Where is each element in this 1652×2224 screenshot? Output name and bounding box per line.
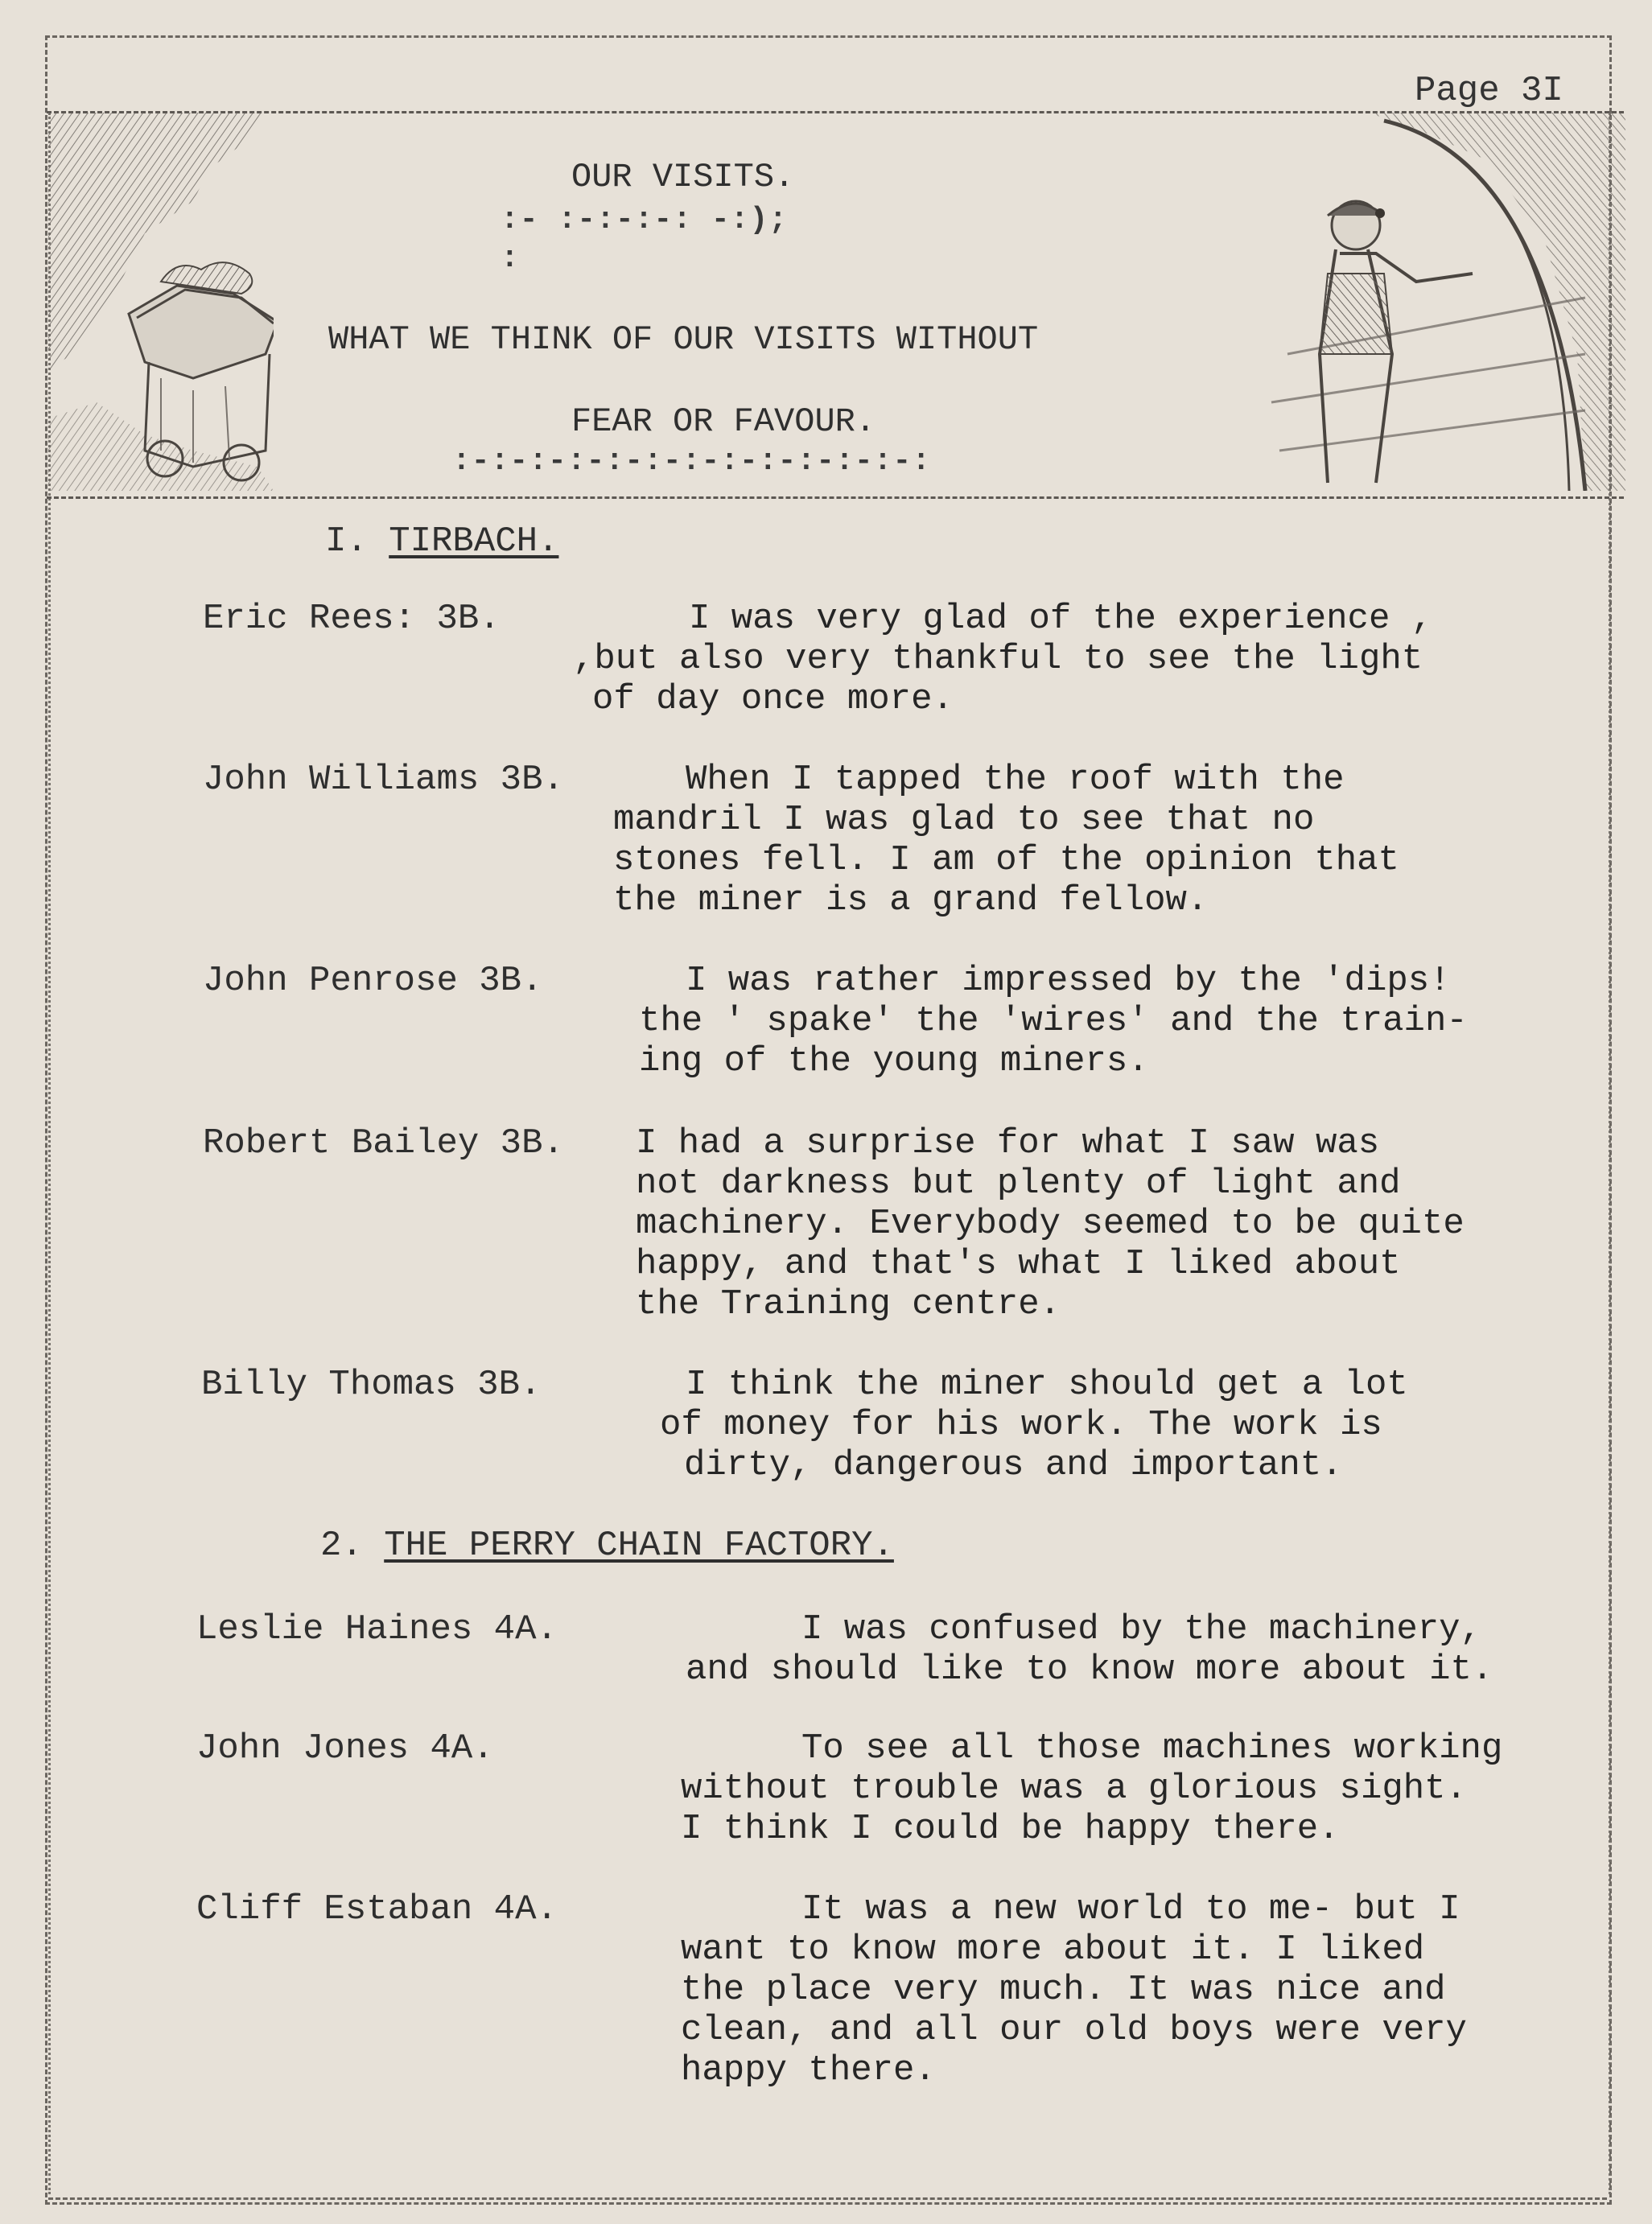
section-number: 2. xyxy=(320,1526,363,1566)
comment-line: I think the miner should get a lot xyxy=(686,1365,1408,1405)
morse-decoration-dot: : xyxy=(501,241,520,276)
comment-line: ,but also very thankful to see the light xyxy=(573,639,1423,679)
comment-line: I was very glad of the experience , xyxy=(689,599,1433,639)
comment-line: of money for his work. The work is xyxy=(660,1405,1382,1445)
comment-line: I think I could be happy there. xyxy=(681,1809,1340,1849)
comment-line: ing of the young miners. xyxy=(639,1041,1149,1081)
student-name: John Williams 3B. xyxy=(203,760,564,800)
comment-line: happy there. xyxy=(681,2050,936,2090)
comment-line: It was a new world to me- but I xyxy=(801,1889,1460,1930)
comment-line: the ' spake' the 'wires' and the train- xyxy=(639,1001,1468,1041)
comment-line: the Training centre. xyxy=(636,1284,1061,1324)
coal-tub-illustration xyxy=(48,113,274,491)
section-title: THE PERRY CHAIN FACTORY. xyxy=(384,1526,894,1566)
comment-line: When I tapped the roof with the xyxy=(686,760,1345,800)
morse-decoration-2: :-:-:-:-:-:-:-:-:-:-:-:-: xyxy=(452,444,932,479)
section-heading xyxy=(325,521,558,562)
comment-line: To see all those machines working xyxy=(801,1728,1503,1769)
section-heading xyxy=(320,1526,894,1566)
page-border-bottom xyxy=(48,2197,1607,2200)
comment-line: not darkness but plenty of light and xyxy=(636,1163,1401,1204)
student-name: Billy Thomas 3B. xyxy=(201,1365,542,1405)
comment-line: clean, and all our old boys were very xyxy=(681,2010,1467,2050)
comment-line: mandril I was glad to see that no xyxy=(613,800,1315,840)
comment-line: stones fell. I am of the opinion that xyxy=(613,840,1399,880)
student-name: John Jones 4A. xyxy=(196,1728,494,1769)
student-name: Robert Bailey 3B. xyxy=(203,1123,564,1163)
comment-line: want to know more about it. I liked xyxy=(681,1930,1425,1970)
header-subtitle: WHAT WE THINK OF OUR VISITS WITHOUT xyxy=(328,320,1039,359)
miner-illustration xyxy=(1207,113,1625,491)
page-number: Page 3I xyxy=(1415,71,1563,111)
comment-line: machinery. Everybody seemed to be quite xyxy=(636,1204,1465,1244)
student-name: Leslie Haines 4A. xyxy=(196,1609,558,1649)
header-title: OUR VISITS. xyxy=(571,158,795,196)
comment-line: the miner is a grand fellow. xyxy=(613,880,1209,920)
comment-line: the place very much. It was nice and xyxy=(681,1970,1446,2010)
student-name: Eric Rees: 3B. xyxy=(203,599,501,639)
comment-line: and should like to know more about it. xyxy=(686,1649,1493,1690)
header-subtitle-2: FEAR OR FAVOUR. xyxy=(571,402,876,441)
comment-line: happy, and that's what I liked about xyxy=(636,1244,1401,1284)
comment-line: I had a surprise for what I saw was xyxy=(636,1123,1380,1163)
morse-decoration: :- :-:-:-: -:); xyxy=(501,203,789,237)
comment-line: dirty, dangerous and important. xyxy=(684,1445,1343,1485)
student-name: Cliff Estaban 4A. xyxy=(196,1889,558,1930)
section-number: I. xyxy=(325,521,368,562)
comment-line: I was rather impressed by the 'dips! xyxy=(686,961,1451,1001)
student-name: John Penrose 3B. xyxy=(203,961,543,1001)
comment-line: I was confused by the machinery, xyxy=(801,1609,1481,1649)
comment-line: of day once more. xyxy=(592,679,954,719)
comment-line: without trouble was a glorious sight. xyxy=(681,1769,1467,1809)
section-title: TIRBACH. xyxy=(389,521,559,562)
